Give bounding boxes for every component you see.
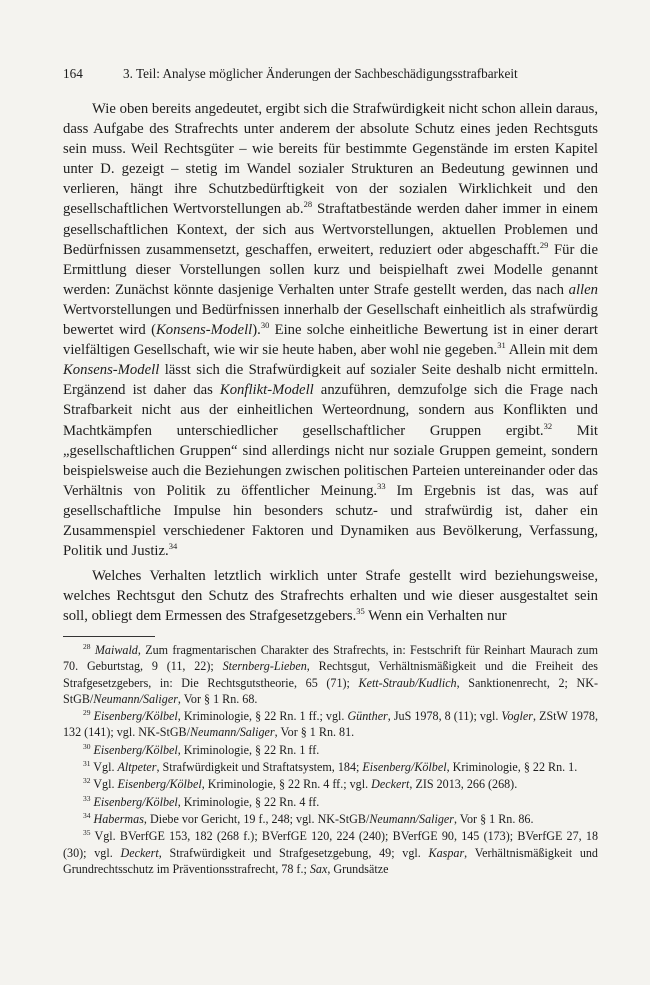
italic-text: Sternberg-Lieben bbox=[222, 659, 307, 674]
italic-text: Eisenberg/Kölbel bbox=[93, 794, 178, 809]
footnote-ref: 30 bbox=[83, 741, 91, 751]
footnote bbox=[63, 794, 598, 810]
footnote-ref: 28 bbox=[303, 199, 313, 210]
footnote bbox=[63, 828, 598, 877]
paragraph bbox=[63, 566, 598, 626]
paragraph bbox=[63, 99, 598, 561]
body-text bbox=[63, 99, 598, 626]
chapter-title: 3. Teil: Analyse möglicher Änderungen der Sachbeschädigungsstrafbarkeit bbox=[123, 66, 518, 81]
text-run: Im Ergebnis ist das, was auf gesellschaftliche Impulse hin besonders schutz- und strafwürdig ist, daher ein Zusammenspiel verschiedener Faktoren und Dynamiken aus Bevölkerung, Verfassung, Politik und Justiz. bbox=[63, 482, 598, 560]
italic-text: Eisenberg/Kölbel bbox=[93, 709, 178, 724]
text-run: anzuführen, demzufolge sich die Frage nach Strafbarkeit nicht aus der einheitlichen Werteordnung, sondern aus Konflikten und Machtkämpfen unterschiedlicher gesellschaftlicher Gruppen ergibt. bbox=[63, 382, 599, 439]
text-run: , Kriminologie, § 22 Rn. 1 ff. bbox=[177, 742, 320, 757]
italic-text: Neumann/Saliger bbox=[369, 811, 454, 826]
page-number: 164 bbox=[63, 66, 83, 81]
italic-text: Habermas bbox=[93, 811, 144, 826]
footnote-ref: 34 bbox=[168, 541, 178, 552]
text-run: , Kriminologie, § 22 Rn. 1 ff.; vgl. bbox=[177, 709, 348, 724]
footnotes bbox=[63, 642, 598, 878]
text-run: Wie oben bereits angedeutet, ergibt sich die Strafwürdigkeit nicht schon allein daraus, dass Aufgabe des Strafrechts unter anderem der absolute Schutz eines jeden Rechtsguts sein muss. Weil Rechtsgüter – wie bereits für bestimmte Gegenstände im ersten Kapitel unter D. gezeigt – stetig im Wandel sozialer Strukturen an Bedeutung gewinnen und verlieren, hängt ihre Schutzbedürftigkeit von der sozialen Wirklichkeit und den gesellschaftlichen Wertvorstellungen ab. bbox=[63, 101, 598, 218]
footnote-ref: 29 bbox=[83, 708, 91, 718]
italic-text: Sax bbox=[309, 861, 328, 876]
footnote bbox=[63, 742, 598, 758]
text-run: , Strafwürdigkeit und Strafgesetzgebung, 49; vgl. bbox=[158, 845, 429, 860]
footnote-ref: 29 bbox=[539, 239, 549, 250]
text-run: , JuS 1978, 8 (11); vgl. bbox=[387, 709, 502, 724]
footnote-ref: 35 bbox=[356, 606, 365, 617]
text-run: , Rechtsgut, Verhältnismäßigkeit und die Freiheit des Strafgesetzgebers, in: Die Rechtsgutstheorie, 65 (71); bbox=[63, 659, 599, 690]
footnote-ref: 30 bbox=[260, 320, 270, 331]
text-run: , Vor § 1 Rn. 86. bbox=[453, 811, 534, 826]
text-run: , Diebe vor Gericht, 19 f., 248; vgl. NK-StGB/ bbox=[143, 811, 370, 826]
text-run: , Zum fragmentarischen Charakter des Strafrechts, in: Festschrift für Reinhart Maurach zum 70. Geburtstag, 9 (11, 22); bbox=[63, 643, 598, 674]
text-run: , Kriminologie, § 22 Rn. 1. bbox=[446, 760, 578, 775]
footnote bbox=[63, 642, 598, 707]
footnote-ref: 31 bbox=[83, 759, 91, 769]
text-run: Vgl. bbox=[90, 760, 118, 775]
text-run: , ZStW 1978, 132 (141); vgl. NK-StGB/ bbox=[63, 709, 598, 740]
footnote bbox=[63, 708, 598, 741]
footnote-ref: 28 bbox=[83, 642, 91, 651]
text-run: , Verhältnismäßigkeit und Grundrechtsschutz im Präventionsstrafrecht, 78 f.; bbox=[63, 845, 598, 876]
italic-text: Eisenberg/Kölbel bbox=[117, 777, 202, 792]
text-run: , Kriminologie, § 22 Rn. 4 ff. bbox=[177, 794, 320, 809]
text-run: , Grundsätze bbox=[327, 861, 389, 876]
footnote-ref: 33 bbox=[83, 793, 91, 803]
italic-text: Kaspar bbox=[428, 845, 465, 860]
footnote-ref: 34 bbox=[83, 810, 91, 820]
italic-text: Neumann/Saliger bbox=[189, 725, 275, 740]
italic-text: Konsens-Modell bbox=[63, 362, 160, 379]
italic-text: Konsens-Modell bbox=[155, 322, 253, 339]
italic-text: Eisenberg/Kölbel bbox=[93, 742, 178, 757]
text-run: , ZIS 2013, 266 (268). bbox=[409, 777, 518, 792]
italic-text: Deckert bbox=[120, 845, 159, 860]
text-run: Für die Ermittlung dieser Vorstellungen sollen kurz und beispielhaft zwei Modelle genannt werden: Zunächst könnte dasjenige Verhalten unter Strafe gestellt werden, das nach bbox=[63, 241, 598, 298]
text-run: ). bbox=[252, 322, 261, 339]
italic-text: Kett-Straub/Kudlich bbox=[358, 675, 457, 690]
text-run: Eine solche einheitliche Bewertung ist in einer derart vielfältigen Gesellschaft, wie wir sie heute haben, aber wohl nie gegeben. bbox=[63, 322, 598, 359]
text-run: , Vor § 1 Rn. 68. bbox=[177, 691, 258, 706]
footnote bbox=[63, 776, 598, 792]
italic-text: Vogler bbox=[501, 709, 533, 724]
italic-text: Deckert bbox=[371, 777, 410, 792]
text-run: , Strafwürdigkeit und Straftatsystem, 184; bbox=[156, 760, 363, 775]
text-run: , Kriminologie, § 22 Rn. 4 ff.; vgl. bbox=[201, 777, 372, 792]
footnote bbox=[63, 811, 598, 827]
text-run: Straftatbestände werden daher immer in einem gesellschaftlichen Kontext, der sich aus Wertvorstellungen, aktuellen Problemen und Bedürfnissen zusammensetzt, geschaffen, erweitert, reduziert oder abgeschafft. bbox=[63, 201, 598, 258]
italic-text: Maiwald bbox=[94, 643, 138, 657]
footnote-ref: 33 bbox=[377, 480, 386, 491]
footnote-ref: 32 bbox=[543, 420, 553, 431]
text-run: Allein mit dem bbox=[505, 342, 598, 359]
footnote bbox=[63, 759, 598, 775]
text-run: , Vor § 1 Rn. 81. bbox=[274, 725, 355, 740]
text-run: Vgl. BVerfGE 153, 182 (268 f.); BVerfGE 120, 224 (240); BVerfGE 90, 145 (173); BVerfGE 27, 18 (30); vgl. bbox=[63, 829, 598, 860]
italic-text: Neumann/Saliger bbox=[93, 691, 178, 706]
footnote-ref: 32 bbox=[83, 776, 91, 786]
footnote-separator bbox=[63, 636, 155, 637]
italic-text: Eisenberg/Kölbel bbox=[362, 760, 447, 775]
text-run: Wertvorstellungen und Bedürfnissen innerhalb der Gesellschaft einheitlich als strafwürdig bewertet wird ( bbox=[63, 301, 598, 339]
text-run: Mit „gesellschaftlichen Gruppen“ sind allerdings nicht nur soziale Gruppen gemeint, sondern beispielsweise auch die Beziehungen zwischen politischen Parteien untereinander oder das Verhältnis von Politik zu öffentlicher Meinung. bbox=[63, 422, 598, 499]
italic-text: Konflikt-Modell bbox=[219, 382, 314, 399]
footnote-ref: 35 bbox=[83, 828, 91, 838]
text-run: Vgl. bbox=[90, 777, 118, 792]
italic-text: Altpeter bbox=[117, 760, 157, 775]
text-run: Wenn ein Verhalten nur bbox=[364, 608, 507, 625]
italic-text: Günther bbox=[347, 709, 388, 724]
running-header bbox=[63, 66, 518, 82]
text-run: lässt sich die Strafwürdigkeit auf sozialer Seite deshalb nicht ermitteln. Ergänzend ist daher das bbox=[63, 362, 598, 399]
footnote-ref: 31 bbox=[497, 340, 506, 351]
italic-text: allen bbox=[568, 281, 598, 298]
text-run: , Sanktionenrecht, 2; NK-StGB/ bbox=[63, 675, 598, 706]
text-run: Welches Verhalten letztlich wirklich unter Strafe gestellt wird beziehungsweise, welches Rechtsgut den Schutz des Strafrechts erhalten und wie dieser ausgestaltet sein soll, obliegt dem Ermessen des Strafgesetzgebers. bbox=[63, 568, 598, 625]
